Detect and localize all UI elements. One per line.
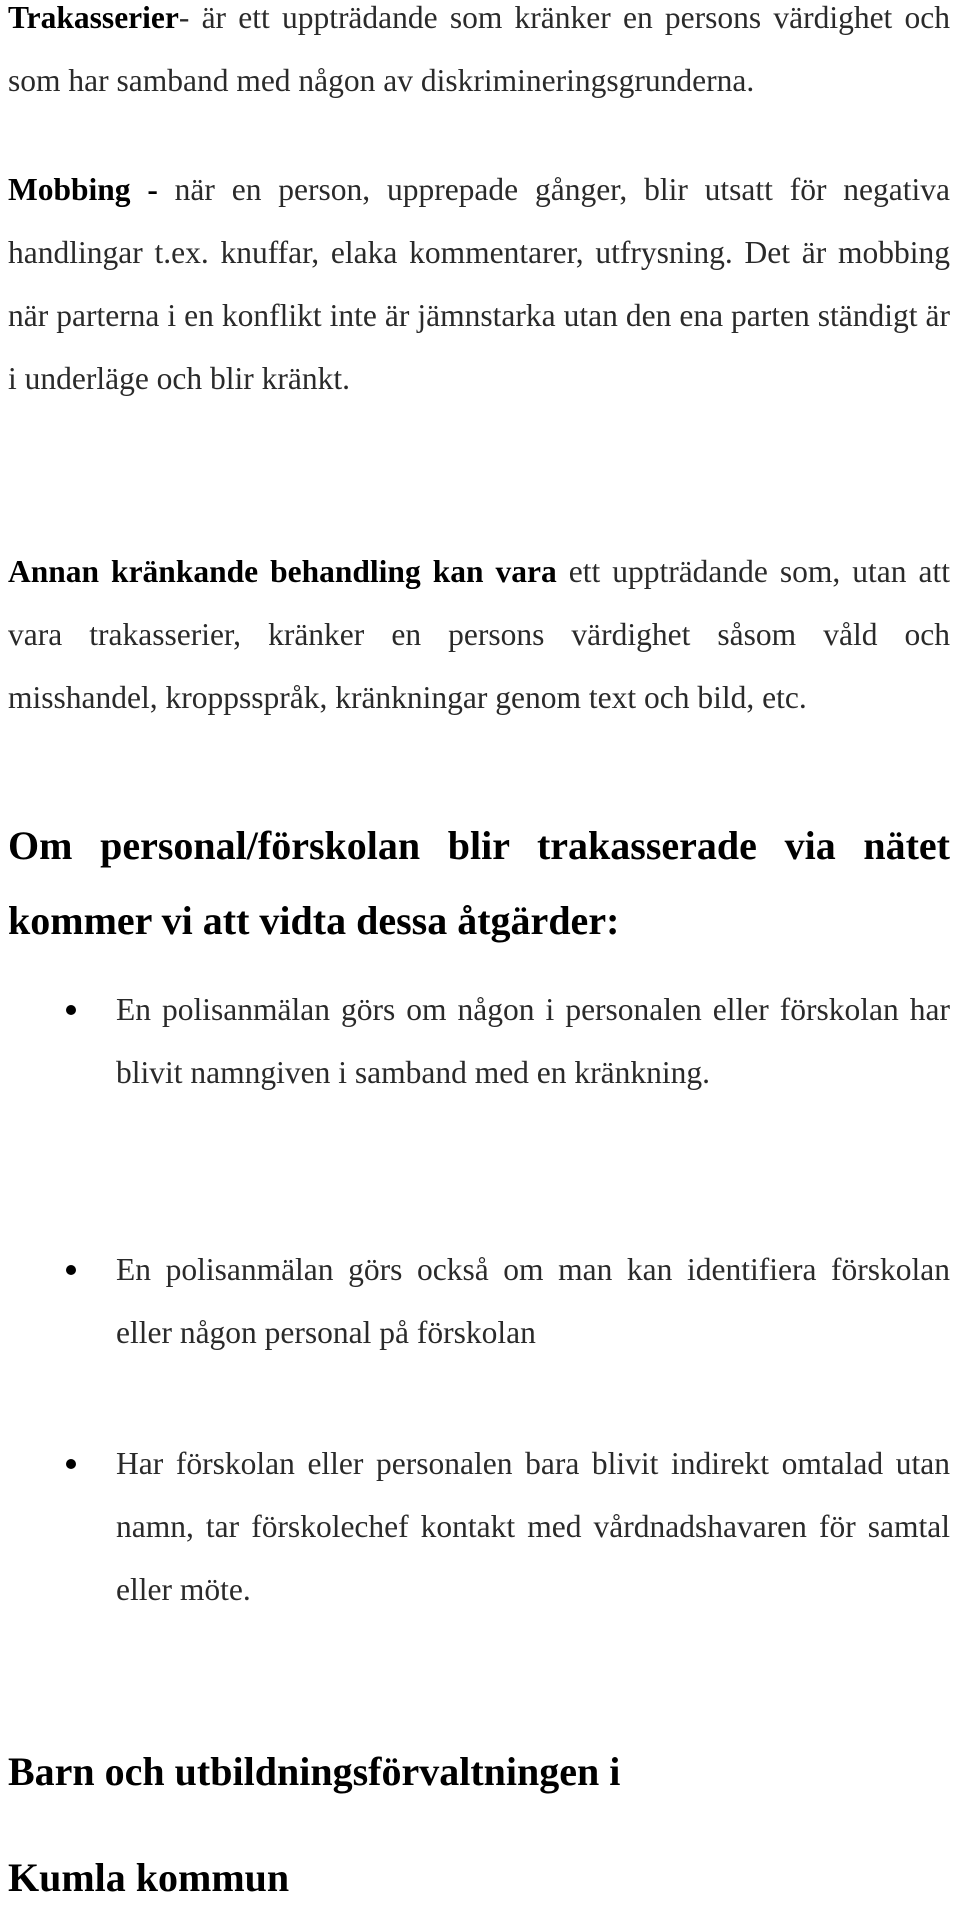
footer-organization: Barn och utbildningsförvaltningen i: [8, 1749, 621, 1794]
definition-annan-krankande: ett uppträdande som, utan att vara trakasserier, kränker en persons värdighet såsom våld och misshandel, kroppsspråk, kränkningar genom text och bild, etc.: [8, 554, 950, 715]
paragraph-mobbing: [8, 158, 950, 410]
list-item-text: En polisanmälan görs också om man kan identifiera förskolan eller någon personal på förskolan: [116, 1252, 950, 1350]
term-mobbing: Mobbing -: [8, 172, 158, 207]
bullet-dot-icon: [66, 1265, 76, 1275]
list-item-text: En polisanmälan görs om någon i personalen eller förskolan har blivit namngiven i samband med en kränkning.: [116, 992, 950, 1090]
paragraph-annan-krankande: [8, 540, 950, 729]
paragraph-trakasserier: [8, 0, 950, 112]
section-heading: Om personal/förskolan blir trakasserade via nätet kommer vi att vidta dessa åtgärder:: [8, 823, 950, 943]
term-annan-krankande: Annan kränkande behandling kan vara: [8, 554, 557, 589]
definition-mobbing: när en person, upprepade gånger, blir utsatt för negativa handlingar t.ex. knuffar, elaka kommentarer, utfrysning. Det är mobbing när parterna i en konflikt inte är jämnstarka utan den ena parten ständigt är i underläge och blir kränkt.: [8, 172, 950, 396]
definition-trakasserier: - är ett uppträdande som kränker en persons värdighet och som har samband med någon av diskrimineringsgrunderna.: [8, 0, 950, 98]
bullet-dot-icon: [66, 1459, 76, 1469]
term-trakasserier: Trakasserier: [8, 0, 179, 35]
bullet-dot-icon: [66, 1005, 76, 1015]
footer-municipality: Kumla kommun: [8, 1855, 290, 1900]
list-item-text: Har förskolan eller personalen bara blivit indirekt omtalad utan namn, tar förskolechef kontakt med vårdnadshavaren för samtal eller möte.: [116, 1446, 950, 1607]
